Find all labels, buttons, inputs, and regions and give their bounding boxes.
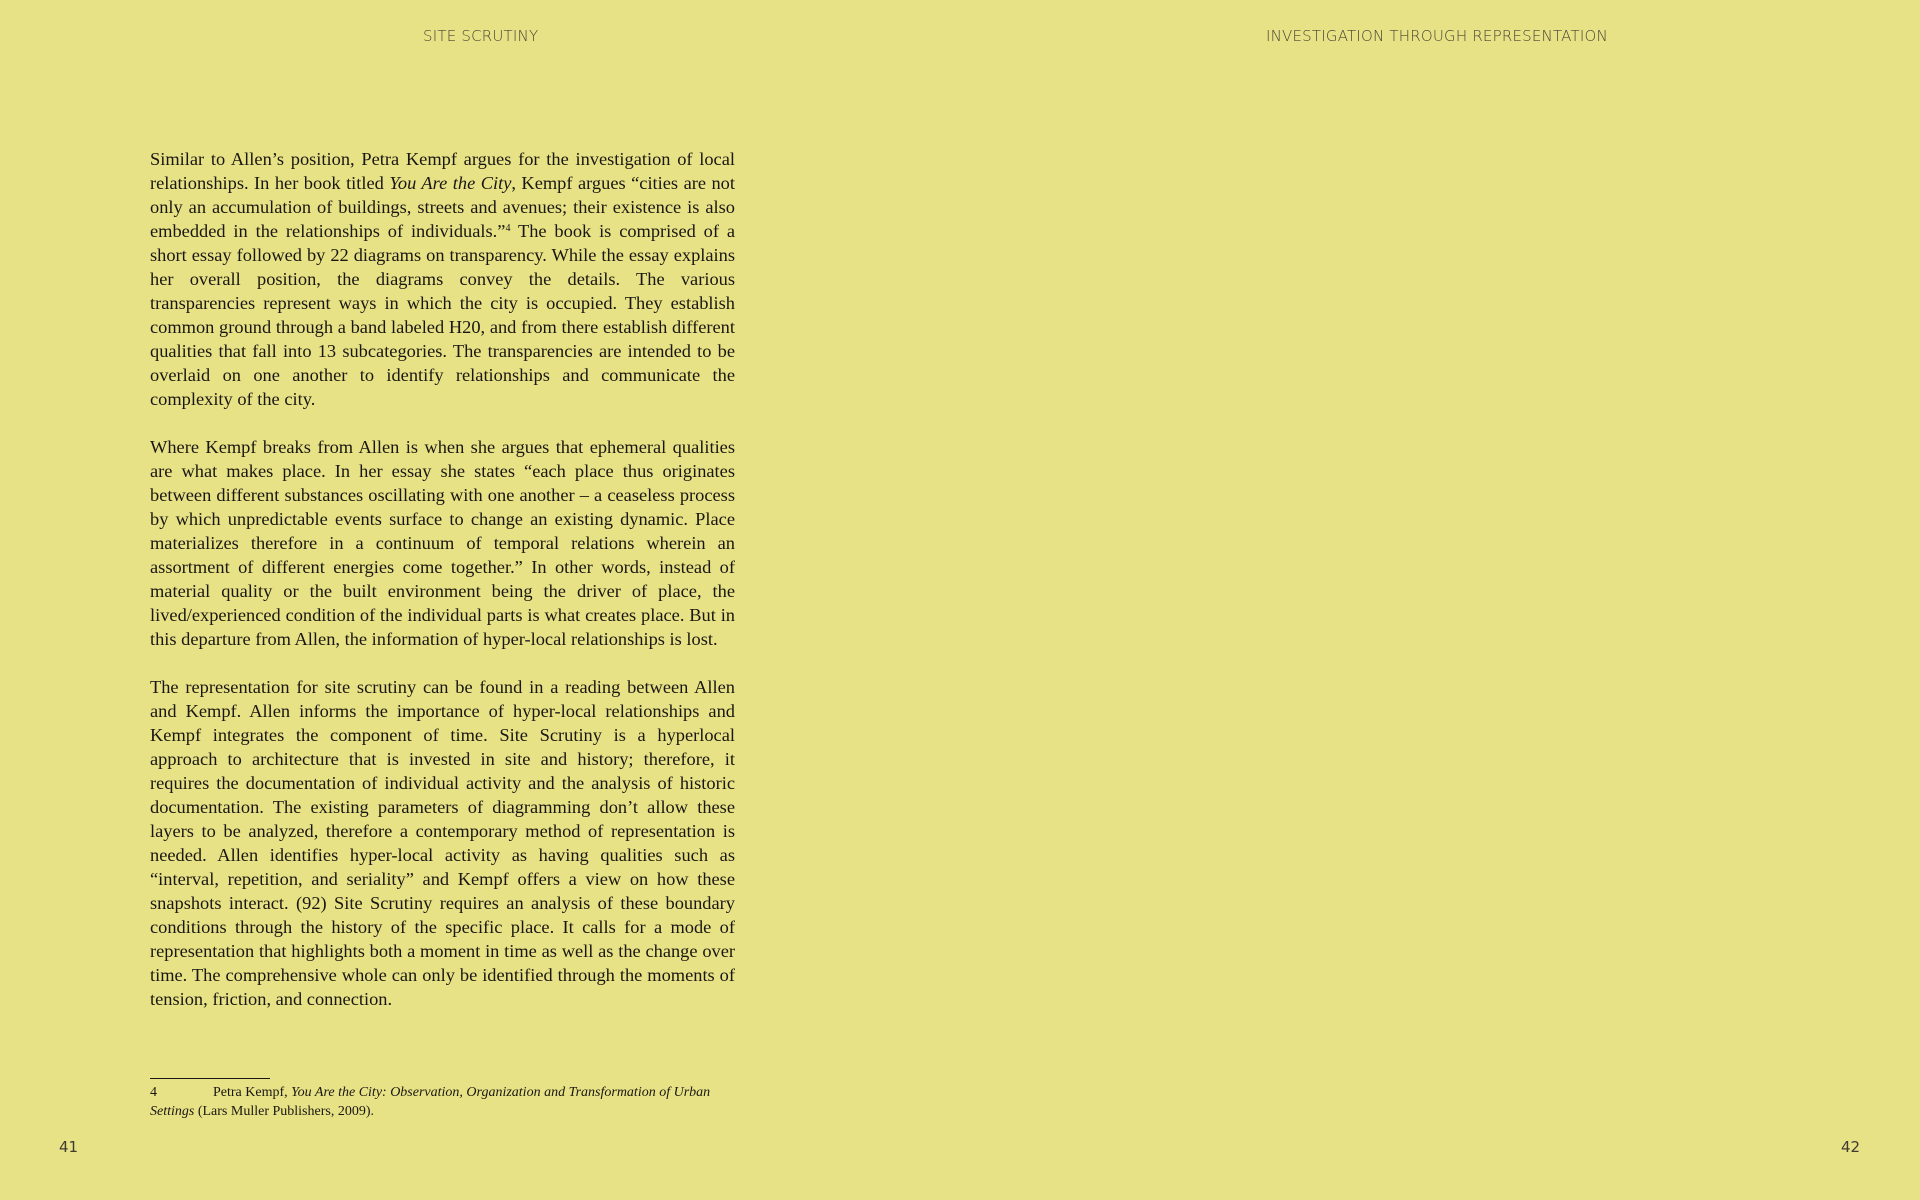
footnote-author: Petra Kempf, [213, 1085, 292, 1100]
footnote-publisher: (Lars Muller Publishers, 2009). [194, 1104, 374, 1119]
paragraph-1-text-b: , Kempf argues “cities are not only an accumulation of buildings, streets and avenues; their existence is also embedded in the relationships of individuals.” [150, 173, 735, 241]
footnote-rule [150, 1078, 270, 1079]
footnote-title: You Are the City: Observation, Organization and Transformation of Urban Settings [150, 1085, 711, 1119]
footnote-number: 4 [150, 1085, 157, 1100]
footnote [150, 1083, 735, 1121]
page-number-left: 41 [59, 1138, 79, 1156]
paragraph-1 [150, 147, 735, 411]
body-text [150, 147, 735, 1011]
running-head-left: SITE SCRUTINY [423, 27, 539, 45]
paragraph-3: The representation for site scrutiny can be found in a reading between Allen and Kempf. Allen informs the importance of hyper-local relationships and Kempf integrates the component of time. Site Scrutiny is a hyperlocal approach to architecture that is invested in site and history; therefore, it requires the documentation of individual activity and the analysis of historic documentation. The existing parameters of diagramming don’t allow these layers to be analyzed, therefore a contemporary method of representation is needed. Allen identifies hyper-local activity as having qualities such as “interval, repetition, and seriality” and Kempf offers a view on how these snapshots interact. (92) Site Scrutiny requires an analysis of these boundary conditions through the history of the specific place. It calls for a mode of representation that highlights both a moment in time as well as the change over time. The comprehensive whole can only be identified through the moments of tension, friction, and connection. [150, 677, 735, 1009]
page-number-right: 42 [1841, 1138, 1861, 1156]
book-title: You Are the City [389, 173, 512, 193]
paragraph-1-text-c: The book is comprised of a short essay followed by 22 diagrams on transparency. While the essay explains her overall position, the diagrams convey the details. The various transparencies represent ways in which the city is occupied. They establish common ground through a band labeled H20, and from there establish different qualities that fall into 13 subcategories. The transparencies are intended to be overlaid on one another to identify relationships and communicate the complexity of the city. [150, 221, 736, 409]
running-head-right: INVESTIGATION THROUGH REPRESENTATION [1266, 27, 1608, 45]
paragraph-2: Where Kempf breaks from Allen is when she argues that ephemeral qualities are what makes place. In her essay she states “each place thus originates between different substances oscillating with one another – a ceaseless process by which unpredictable events surface to change an existing dynamic. Place materializes therefore in a continuum of temporal relations wherein an assortment of different energies come together.” In other words, instead of material quality or the built environment being the driver of place, the lived/experienced condition of the individual parts is what creates place. But in this departure from Allen, the information of hyper-local relationships is lost. [150, 437, 735, 649]
footnote-reference[interactable]: 4 [505, 223, 511, 234]
paragraph-1-text-a: Similar to Allen’s position, Petra Kempf argues for the investigation of local relationships. In her book titled [150, 149, 735, 193]
